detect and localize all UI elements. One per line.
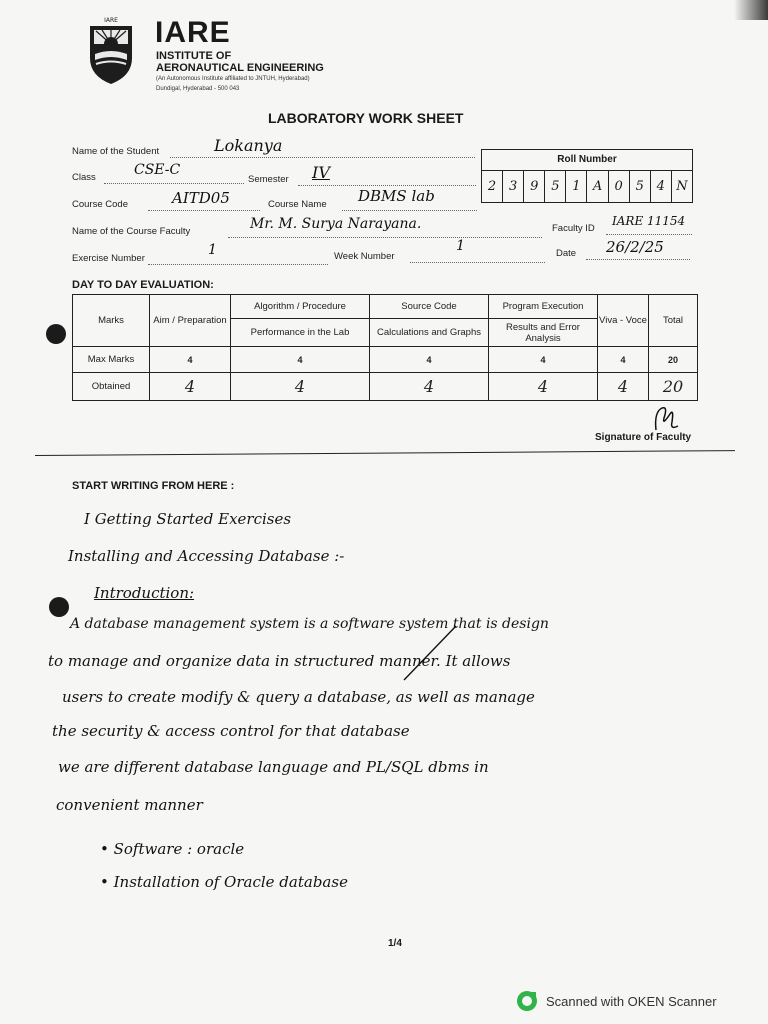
max-mark-cell: 4 <box>150 347 231 373</box>
max-marks-label: Max Marks <box>73 347 150 373</box>
obtained-cell: 4 <box>231 373 370 401</box>
max-mark-cell: 4 <box>489 347 598 373</box>
institute-line-1: INSTITUTE OF <box>156 50 232 62</box>
max-mark-cell: 4 <box>370 347 489 373</box>
heading-installing: Installing and Accessing Database :- <box>68 547 345 565</box>
course-code-line <box>148 210 260 211</box>
faculty-id-label: Faculty ID <box>552 223 595 234</box>
scanner-watermark <box>516 990 717 1012</box>
institute-affiliation: (An Autonomous Institute affiliated to JNTUH, Hyderabad) <box>156 76 310 82</box>
roll-digit: N <box>676 179 688 194</box>
class-value: CSE-C <box>134 162 181 178</box>
max-mark-cell: 20 <box>649 347 698 373</box>
faculty-signature <box>650 404 682 434</box>
roll-digit: 4 <box>651 171 672 202</box>
obtained-cell: 4 <box>150 373 231 401</box>
course-name-value: DBMS lab <box>358 187 435 205</box>
class-label: Class <box>72 172 96 183</box>
bullet-item: • Software : oracle <box>100 840 245 858</box>
strike-mark <box>400 620 460 690</box>
roll-number-label: Roll Number <box>482 150 692 171</box>
course-name-label: Course Name <box>268 199 327 210</box>
paragraph-line: to manage and organize data in structured manner. It allows <box>48 652 511 670</box>
page-number: 1/4 <box>388 938 402 949</box>
exercise-label: Exercise Number <box>72 253 145 264</box>
roll-digit: 5 <box>630 171 651 202</box>
faculty-label: Name of the Course Faculty <box>72 226 191 237</box>
max-mark-cell: 4 <box>231 347 370 373</box>
exercise-value: 1 <box>208 242 217 258</box>
performance-header: Performance in the Lab <box>231 319 370 347</box>
course-code-value: AITD05 <box>172 189 230 207</box>
semester-value: IV <box>312 163 330 182</box>
paragraph-line: users to create modify & query a database, as well as manage <box>62 688 535 706</box>
algo-header: Algorithm / Procedure <box>231 295 370 319</box>
faculty-id-value: IARE 11154 <box>612 214 686 228</box>
faculty-id-line <box>606 234 692 235</box>
obtained-label: Obtained <box>73 373 150 401</box>
exec-header: Program Execution <box>489 295 598 319</box>
week-line <box>410 262 545 263</box>
start-writing-label: START WRITING FROM HERE : <box>72 480 235 492</box>
faculty-line <box>228 237 542 238</box>
roll-digit: 1 <box>566 171 587 202</box>
student-label: Name of the Student <box>72 146 160 157</box>
date-value: 26/2/25 <box>606 238 664 256</box>
roll-digit: 3 <box>503 171 524 202</box>
institute-address: Dundigal, Hyderabad - 500 043 <box>156 86 240 92</box>
binder-hole <box>49 597 69 617</box>
week-label: Week Number <box>334 251 395 262</box>
date-label: Date <box>556 248 577 259</box>
sheet-title: LABORATORY WORK SHEET <box>268 110 464 126</box>
viva-header: Viva - Voce <box>598 295 649 347</box>
student-line <box>170 157 475 158</box>
section-divider <box>35 450 735 456</box>
scan-shadow <box>734 0 768 20</box>
iare-logo <box>78 14 144 88</box>
paragraph-line: convenient manner <box>56 796 203 814</box>
obtained-cell: 4 <box>598 373 649 401</box>
course-code-label: Course Code <box>72 199 128 210</box>
marks-header: Marks <box>73 295 150 347</box>
roll-digit: 2 <box>482 171 503 202</box>
week-value: 1 <box>456 238 465 254</box>
binder-hole <box>46 324 66 344</box>
roll-number-cells <box>482 171 692 202</box>
bullet-text: Installation of Oracle database <box>113 873 348 891</box>
aim-header: Aim / Preparation <box>150 295 231 347</box>
total-header: Total <box>649 295 698 347</box>
logo-text: IARE <box>104 17 118 24</box>
date-line <box>586 259 690 260</box>
code-header: Source Code <box>370 295 489 319</box>
scanner-text: Scanned with OKEN Scanner <box>546 993 717 1009</box>
roll-digit: 5 <box>545 171 566 202</box>
bullet-item: • Installation of Oracle database <box>100 873 348 891</box>
obtained-cell: 4 <box>489 373 598 401</box>
heading-exercise: I Getting Started Exercises <box>84 510 292 528</box>
roll-digit: 9 <box>524 171 545 202</box>
results-header: Results and Error Analysis <box>489 319 598 347</box>
semester-label: Semester <box>248 174 289 185</box>
evaluation-title: DAY TO DAY EVALUATION: <box>72 279 214 291</box>
roll-digit: A <box>587 171 608 202</box>
faculty-value: Mr. M. Surya Narayana. <box>250 216 422 232</box>
scanner-logo-icon <box>516 990 538 1012</box>
institute-acronym: IARE <box>155 16 231 49</box>
paragraph-line: A database management system is a software system that is design <box>70 616 549 632</box>
institute-line-2: AERONAUTICAL ENGINEERING <box>156 62 324 74</box>
paragraph-line: we are different database language and PL/SQL dbms in <box>58 758 489 776</box>
bullet-text: Software : oracle <box>113 840 245 858</box>
signature-label: Signature of Faculty <box>595 432 692 443</box>
paragraph-line: the security & access control for that database <box>52 722 410 740</box>
obtained-cell: 20 <box>649 373 698 401</box>
student-value: Lokanya <box>214 136 283 155</box>
calculations-header: Calculations and Graphs <box>370 319 489 347</box>
obtained-cell: 4 <box>370 373 489 401</box>
course-name-line <box>342 210 477 211</box>
class-line <box>104 183 244 184</box>
evaluation-table <box>72 294 698 401</box>
heading-introduction: Introduction: <box>94 584 195 602</box>
semester-line <box>298 185 476 186</box>
max-mark-cell: 4 <box>598 347 649 373</box>
exercise-line <box>148 264 328 265</box>
roll-digit: 0 <box>609 171 630 202</box>
roll-number-box <box>481 149 693 203</box>
